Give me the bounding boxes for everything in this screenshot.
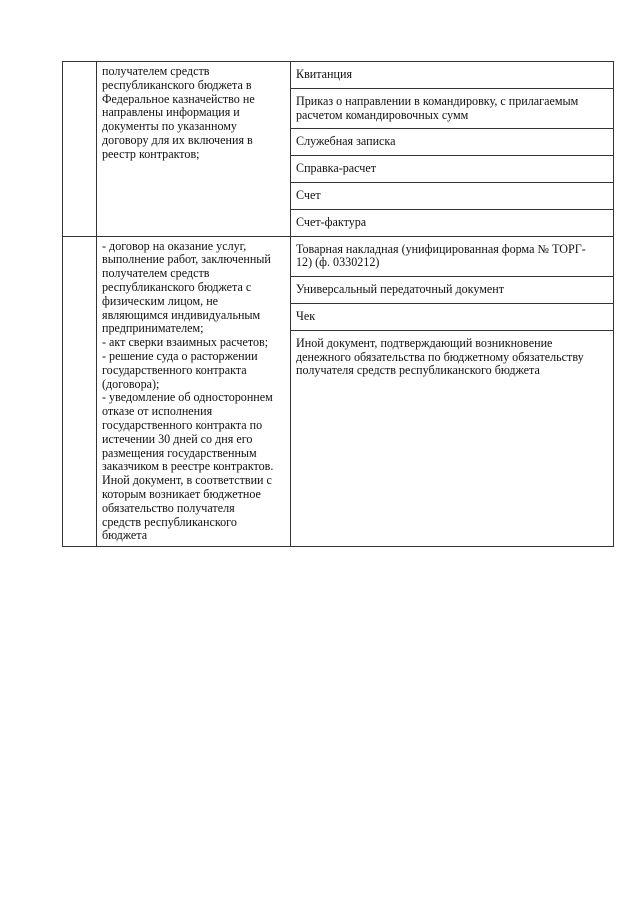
row-number-cell bbox=[63, 62, 97, 237]
document-cell: Служебная записка bbox=[291, 129, 614, 156]
document-table bbox=[62, 61, 614, 547]
row-number-cell bbox=[63, 236, 97, 547]
document-cell: Товарная накладная (унифицированная форма № ТОРГ- 12) (ф. 0330212) bbox=[291, 236, 614, 277]
table-row bbox=[63, 62, 614, 89]
document-cell: Справка-расчет bbox=[291, 156, 614, 183]
document-cell: Чек bbox=[291, 303, 614, 330]
document-cell: Иной документ, подтверждающий возникновение денежного обязательства по бюджетному обязательству получателя средств республиканского бюджета bbox=[291, 330, 614, 546]
document-cell: Приказ о направлении в командировку, с прилагаемым расчетом командировочных сумм bbox=[291, 88, 614, 129]
document-cell: Универсальный передаточный документ bbox=[291, 277, 614, 304]
description-cell: получателем средств республиканского бюджета в Федеральное казначейство не направлены информация и документы по указанному договору для их включения в реестр контрактов; bbox=[97, 62, 291, 237]
document-cell: Квитанция bbox=[291, 62, 614, 89]
description-cell: - договор на оказание услуг, выполнение работ, заключенный получателем средств республиканского бюджета с физическим лицом, не являющимся индивидуальным предпринимателем; - акт сверки взаимных расчетов; - решение суда о расторжении государственного контракта (договора); - уведомление об одностороннем отказе от исполнения государственного контракта по истечении 30 дней со дня его размещения государственным заказчиком в реестре контрактов. Иной документ, в соответствии с которым возникает бюджетное обязательство получателя средств республиканского бюджета bbox=[97, 236, 291, 547]
document-cell: Счет-фактура bbox=[291, 209, 614, 236]
document-cell: Счет bbox=[291, 182, 614, 209]
table-row bbox=[63, 236, 614, 277]
